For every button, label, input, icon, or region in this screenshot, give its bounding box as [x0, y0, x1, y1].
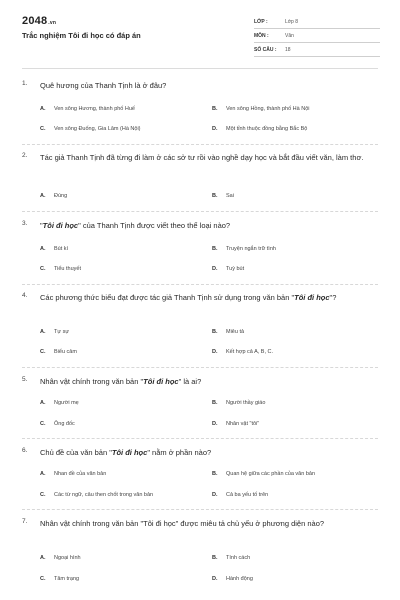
question-number: 1.	[22, 80, 28, 87]
option-text: Tự sự	[54, 329, 70, 335]
option-letter: A.	[40, 193, 46, 199]
option-letter: D.	[212, 576, 218, 582]
option-text: Người mẹ	[54, 400, 79, 406]
question-text	[40, 80, 378, 92]
question-number: 5.	[22, 376, 28, 383]
question-separator	[22, 211, 378, 212]
question-separator	[22, 144, 378, 145]
option-text: Quan hệ giữa các phần của văn bản	[226, 471, 315, 477]
meta-value: Lớp 8	[285, 19, 299, 25]
site-logo[interactable]	[22, 15, 56, 27]
option-text: Ông đốc	[54, 421, 75, 427]
work-title: Tôi đi học	[111, 448, 148, 457]
question-text	[40, 292, 378, 304]
question-text-part: Nhân vật chính trong văn bản "	[40, 377, 144, 386]
option-letter: C.	[40, 421, 46, 427]
option-letter: C.	[40, 266, 46, 272]
page-title: Trắc nghiệm Tôi đi học có đáp án	[22, 31, 141, 40]
question-text-part: Nhân vật chính trong văn bản "Tôi đi học" được miêu tả chủ yếu ở phương diện nào?	[40, 519, 325, 528]
meta-row-class	[254, 17, 380, 29]
question-separator	[22, 438, 378, 439]
question-number: 4.	[22, 292, 28, 299]
work-title: Tôi đi học	[143, 377, 179, 386]
option-letter: C.	[40, 576, 46, 582]
question-text	[40, 518, 378, 530]
option-letter: B.	[212, 329, 218, 335]
option-text: Tuỳ bút	[226, 266, 245, 272]
option-text: Ven sông Đuống, Gia Lâm (Hà Nội)	[54, 126, 141, 132]
question-number: 3.	[22, 220, 28, 227]
option-letter: A.	[40, 555, 46, 561]
logo-main: 2048	[22, 15, 48, 27]
question-text	[40, 376, 378, 388]
question-text-part: "	[40, 221, 43, 230]
option-letter: A.	[40, 400, 46, 406]
option-text: Cả ba yếu tố trên	[226, 492, 269, 498]
option-letter: B.	[212, 246, 218, 252]
meta-key: SỐ CÂU :	[254, 47, 277, 53]
option-text: Một tỉnh thuộc đồng bằng Bắc Bộ	[226, 126, 308, 132]
question-text-part: Các phương thức biểu đạt được tác giả Thanh Tịnh sử dụng trong văn bản "	[40, 293, 295, 302]
meta-value: Văn	[285, 33, 294, 39]
option-letter: A.	[40, 246, 46, 252]
option-letter: B.	[212, 106, 218, 112]
option-letter: C.	[40, 349, 46, 355]
option-letter: B.	[212, 193, 218, 199]
meta-key: LỚP :	[254, 19, 268, 25]
option-letter: A.	[40, 106, 46, 112]
question-text-part: " là ai?	[178, 377, 202, 386]
option-letter: D.	[212, 421, 218, 427]
option-text: Các từ ngữ, câu then chốt trong văn bản	[54, 492, 154, 498]
option-letter: D.	[212, 349, 218, 355]
option-text: Hành động	[226, 576, 253, 582]
work-title: Tôi đi học	[294, 293, 330, 302]
option-letter: B.	[212, 555, 218, 561]
meta-row-subject	[254, 31, 380, 43]
page-header	[0, 0, 400, 64]
question-text-part: Chủ đề của văn bản "	[40, 448, 112, 457]
question-separator	[22, 284, 378, 285]
option-letter: B.	[212, 471, 218, 477]
meta-value: 18	[285, 47, 291, 53]
option-text: Tiểu thuyết	[54, 266, 82, 272]
option-letter: B.	[212, 400, 218, 406]
option-letter: A.	[40, 329, 46, 335]
option-letter: C.	[40, 492, 46, 498]
option-letter: D.	[212, 492, 218, 498]
question-text-part: Tác giả Thanh Tịnh đã từng đi làm ở các sở tư rồi vào nghề dạy học và bắt đầu viết văn, làm thơ.	[40, 153, 364, 162]
question-text-part: Quê hương của Thanh Tịnh là ở đâu?	[40, 81, 167, 90]
option-text: Biểu cảm	[54, 349, 77, 355]
option-text: Ven sông Hương, thành phố Huế	[54, 106, 135, 112]
option-letter: D.	[212, 126, 218, 132]
work-title: Tôi đi học	[42, 221, 79, 230]
option-text: Truyện ngắn trữ tình	[226, 246, 276, 252]
question-number: 7.	[22, 518, 28, 525]
option-text: Ven sông Hồng, thành phố Hà Nội	[226, 106, 310, 112]
question-number: 6.	[22, 447, 28, 454]
meta-row-count	[254, 45, 380, 57]
option-text: Tính cách	[226, 555, 251, 561]
option-text: Ngoại hình	[54, 555, 81, 561]
question-text-part: " của Thanh Tịnh được viết theo thể loại nào?	[78, 221, 231, 230]
option-letter: D.	[212, 266, 218, 272]
logo-suffix: .vn	[48, 20, 57, 26]
question-text-part: " nằm ở phần nào?	[147, 448, 212, 457]
question-text	[40, 152, 378, 164]
question-number: 2.	[22, 152, 28, 159]
option-letter: C.	[40, 126, 46, 132]
option-text: Kết hợp cả A, B, C.	[226, 349, 274, 355]
question-text-part: "?	[329, 293, 337, 302]
question-text	[40, 447, 378, 459]
option-text: Nhan đề của văn bản	[54, 471, 107, 477]
option-text: Sai	[226, 193, 234, 199]
option-text: Tâm trạng	[54, 576, 80, 582]
option-letter: A.	[40, 471, 46, 477]
option-text: Người thầy giáo	[226, 400, 266, 406]
header-divider	[22, 68, 378, 69]
option-text: Miêu tả	[226, 329, 245, 335]
option-text: Bút kí	[54, 246, 69, 252]
question-text	[40, 220, 378, 232]
option-text: Nhân vật "tôi"	[226, 421, 260, 427]
meta-key: MÔN :	[254, 33, 269, 39]
option-text: Đúng	[54, 193, 68, 199]
question-separator	[22, 509, 378, 510]
question-separator	[22, 367, 378, 368]
